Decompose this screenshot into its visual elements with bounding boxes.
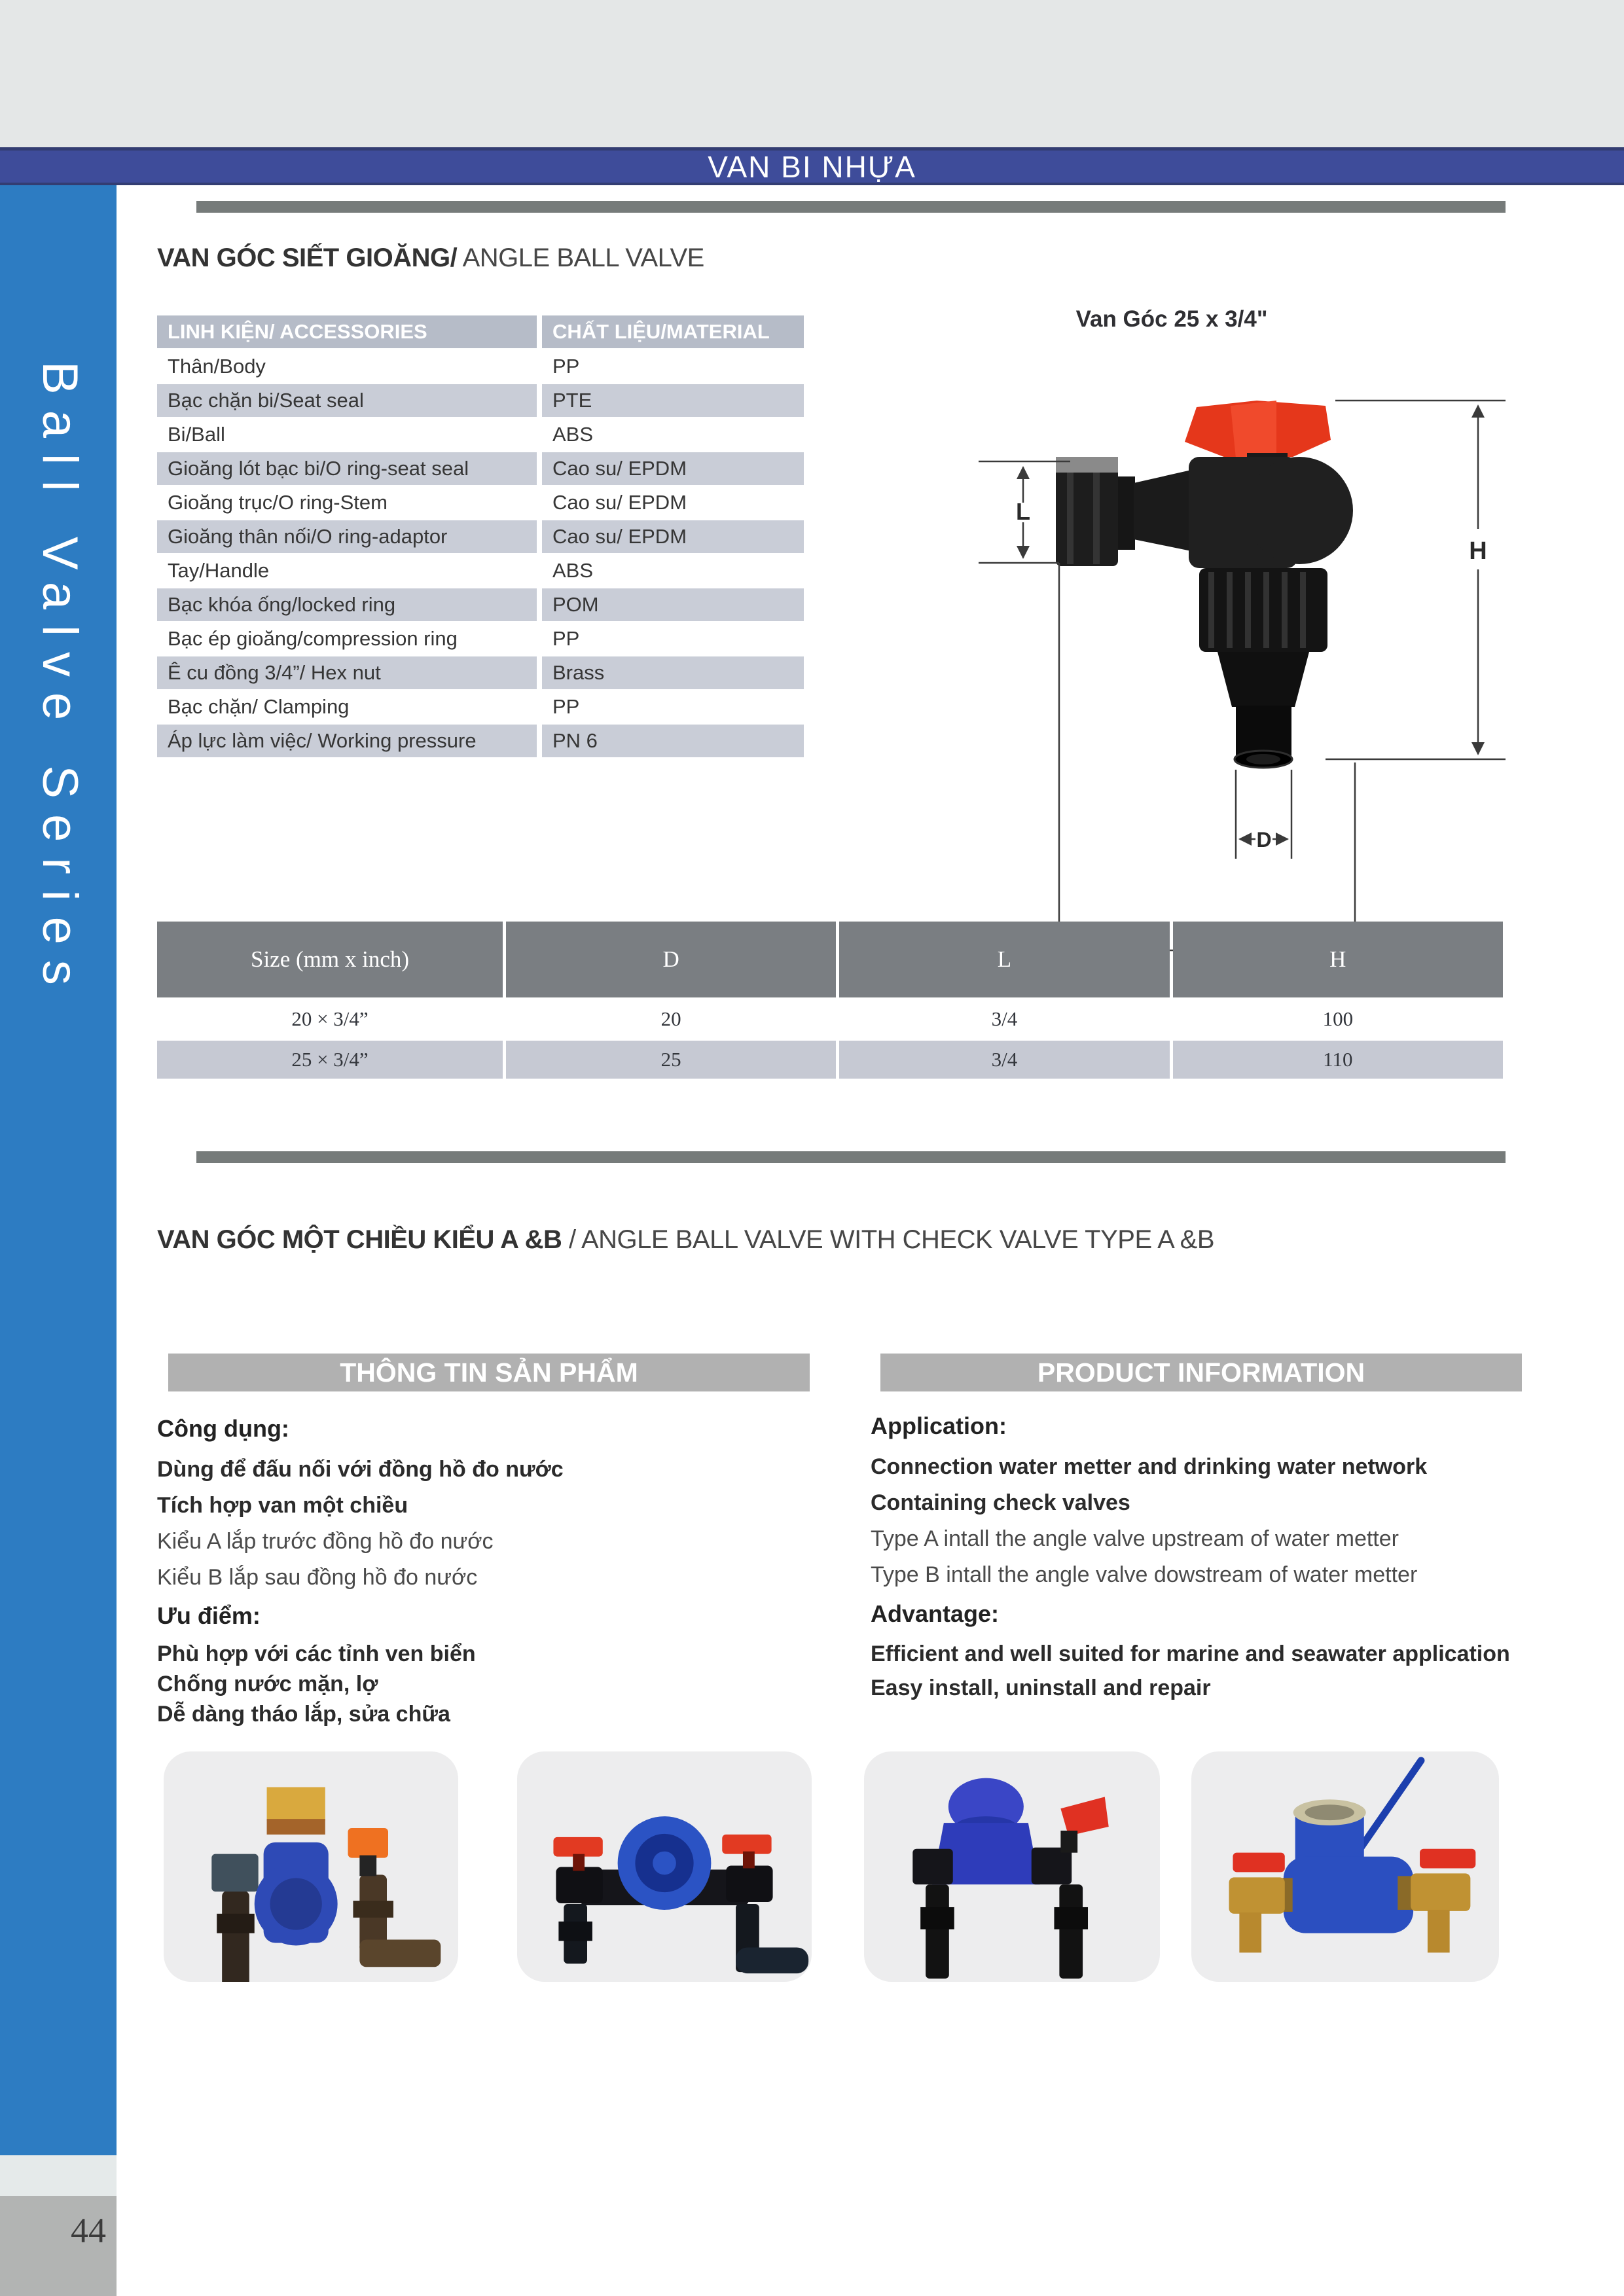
advantage-block-vi: Ưu điểm: Phù hợp với các tỉnh ven biển Chống nước mặn, lợ Dễ dàng tháo lắp, sửa chữa bbox=[157, 1602, 476, 1727]
advantage-block-en: Advantage: Efficient and well suited for marine and seawater application Easy install, uninstall and repair bbox=[871, 1600, 1510, 1700]
dim-label-l: L bbox=[1016, 498, 1030, 525]
application-heading-en: Application: bbox=[871, 1412, 1007, 1439]
section2-title bbox=[157, 1225, 1214, 1255]
page-number-box bbox=[0, 2196, 117, 2296]
table-row: Gioăng thân nối/O ring-adaptor Cao su/ EPDM bbox=[157, 520, 805, 553]
product-photo-3 bbox=[864, 1751, 1160, 1982]
product-photo-2 bbox=[517, 1751, 812, 1982]
section1-title-vi: VAN GÓC SIẾT GIOĂNG/ bbox=[157, 243, 458, 272]
material-header-cell: CHẤT LIỆU/MATERIAL bbox=[542, 315, 804, 348]
usage-heading-vi: Công dụng: bbox=[157, 1415, 289, 1442]
size-table-header: Size (mm x inch) D L H bbox=[157, 922, 1503, 997]
section1-title-en: ANGLE BALL VALVE bbox=[457, 243, 704, 272]
size-table bbox=[157, 922, 1503, 1081]
usage-block-vi: Công dụng: Dùng để đấu nối với đồng hồ đo nước Tích hợp van một chiều Kiểu A lắp trước đồng hồ đo nước Kiểu B lắp sau đồng hồ đo nước bbox=[157, 1415, 564, 1590]
table-row: Thân/Body PP bbox=[157, 350, 805, 383]
size-row: 20 × 3/4” 20 3/4 100 bbox=[157, 1000, 1503, 1038]
page-number: 44 bbox=[71, 2211, 106, 2250]
table-row: Bạc khóa ống/locked ring POM bbox=[157, 588, 805, 621]
advantage-heading-vi: Ưu điểm: bbox=[157, 1602, 261, 1629]
table-row: Bạc chặn bi/Seat seal PTE bbox=[157, 384, 805, 417]
sidebar-bottom-band bbox=[0, 2155, 117, 2196]
product-photo-4 bbox=[1191, 1751, 1499, 1982]
section2-title-en: / ANGLE BALL VALVE WITH CHECK VALVE TYPE A &B bbox=[562, 1225, 1215, 1254]
advantage-heading-en: Advantage: bbox=[871, 1600, 1000, 1627]
valve-body bbox=[1056, 457, 1353, 768]
info-header-en: PRODUCT INFORMATION bbox=[880, 1354, 1522, 1391]
section-divider-top bbox=[196, 201, 1506, 213]
table-row: Bạc ép gioăng/compression ring PP bbox=[157, 622, 805, 655]
accessories-header-cell: LINH KIỆN/ ACCESSORIES bbox=[157, 315, 537, 348]
dim-label-h: H bbox=[1469, 537, 1487, 565]
table-row: Gioăng lót bạc bi/O ring-seat seal Cao su/ EPDM bbox=[157, 452, 805, 485]
page-header bbox=[0, 147, 1624, 185]
table-row: Tay/Handle ABS bbox=[157, 554, 805, 587]
table-row: Bi/Ball ABS bbox=[157, 418, 805, 451]
section1-title bbox=[157, 243, 704, 273]
photo-1-valve-meter-assembly bbox=[164, 1751, 458, 1982]
diagram-caption: Van Góc 25 x 3/4" bbox=[1075, 306, 1268, 332]
accessories-table-header bbox=[157, 315, 805, 348]
product-photo-1 bbox=[164, 1751, 458, 1982]
size-row: 25 × 3/4” 25 3/4 110 bbox=[157, 1041, 1503, 1079]
info-header-vi: THÔNG TIN SẢN PHẨM bbox=[168, 1354, 810, 1391]
dim-label-d: D bbox=[1256, 828, 1272, 852]
top-margin bbox=[0, 0, 1624, 147]
table-row: Ê cu đồng 3/4”/ Hex nut Brass bbox=[157, 656, 805, 689]
photo-3-meter-with-angle-valve bbox=[864, 1751, 1160, 1982]
section2-title-vi: VAN GÓC MỘT CHIỀU KIỂU A &B bbox=[157, 1225, 562, 1254]
page-header-title: VAN BI NHỰA bbox=[708, 149, 916, 184]
application-block-en: Application: Connection water metter and drinking water network Containing check valves Type A intall the angle valve upstream of water metter Type B intall the angle valve dowstream of water metter bbox=[871, 1412, 1428, 1587]
table-row: Bạc chặn/ Clamping PP bbox=[157, 691, 805, 723]
accessories-table bbox=[157, 315, 805, 759]
table-row: Gioăng trục/O ring-Stem Cao su/ EPDM bbox=[157, 486, 805, 519]
valve-diagram bbox=[969, 301, 1545, 982]
sidebar-series-label: Ball Valve Series bbox=[32, 361, 88, 1001]
section-divider-bottom bbox=[196, 1151, 1506, 1163]
photo-4-meter-with-brass-valves bbox=[1191, 1751, 1499, 1982]
table-row: Áp lực làm việc/ Working pressure PN 6 bbox=[157, 725, 805, 757]
photo-2-check-valve-meter bbox=[517, 1751, 812, 1982]
